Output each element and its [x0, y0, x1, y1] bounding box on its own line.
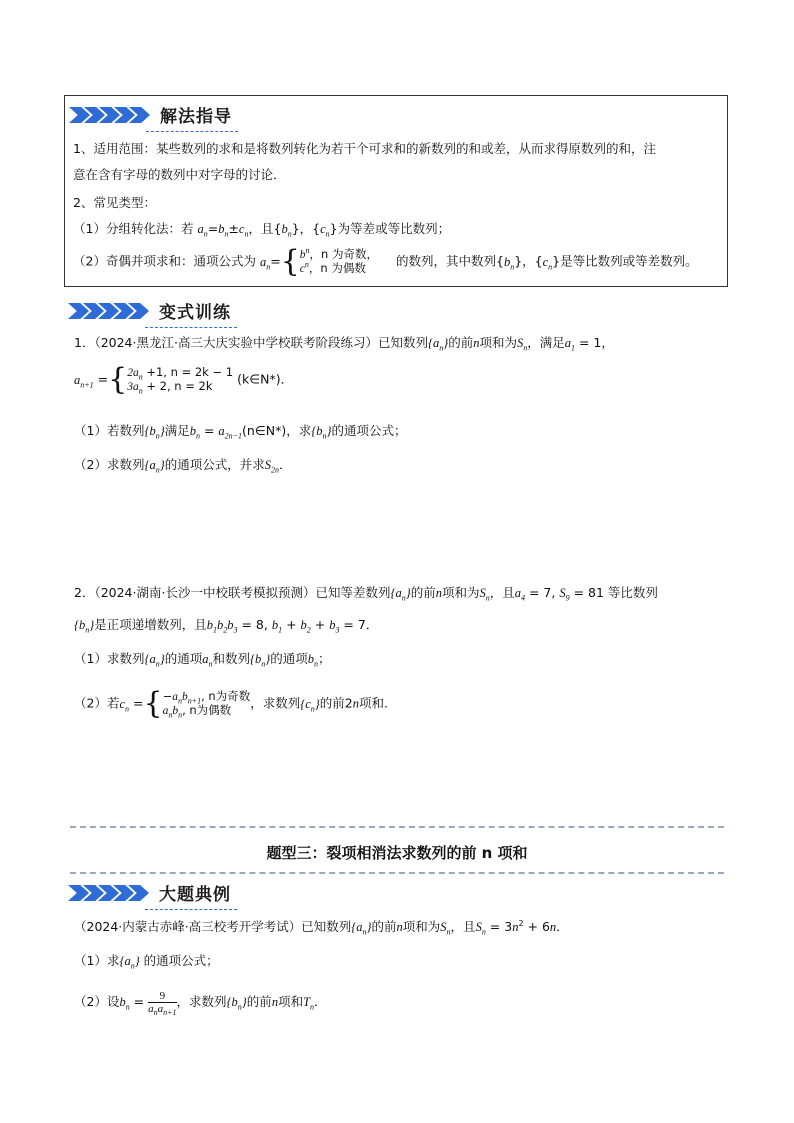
- section-3-title: 题型三：裂项相消法求数列的前 n 项和: [266, 844, 528, 862]
- question-1-part-2: （2）求数列$\{a_n\}$的通项公式，并求$S_{2n}$．: [74, 457, 292, 475]
- guide-banner: [69, 102, 236, 128]
- chevron-arrows-icon: [68, 303, 143, 319]
- question-1-recurrence: $a_{n+1}$ ={ $2a_n +1$, n = 2k − 1 $3a_n + 2$, n = 2k (k∈N*)．: [74, 362, 294, 397]
- guide-paragraph-2: 2、常见类型：: [73, 195, 156, 210]
- guide-paragraph-1a: 1、适用范围：某些数列的求和是将数列转化为若干个可求和的新数列的和或差，从而求得原数列的和，注: [73, 141, 656, 156]
- section-divider-bottom: [70, 872, 724, 874]
- practice-banner-label: 变式训练: [155, 298, 235, 325]
- example-banner-label: 大题典例: [155, 880, 235, 907]
- example-part-2: （2）设$b_n$ = $\frac{9}{a_na_{n+1}}$ ，求数列$\{b_n\}$的前n项和$T_n$．: [74, 990, 327, 1018]
- example-head: （2024·内蒙古赤峰·高三校考开学考试）已知数列$\{a_n\}$的前n项和为$S_n$，且$S_n = 3n^2 + 6n$．: [74, 918, 569, 937]
- practice-banner: [68, 298, 235, 324]
- guide-type-1: （1）分组转化法：若 $a_n=b_n\pm c_n$，且$\{b_n\}$，$\{c_n\}$为等差或等比数列；: [73, 221, 451, 239]
- question-2-head: 2．（2024·湖南·长沙一中校联考模拟预测）已知等差数列$\{a_n\}$的前n项和为$S_n$，且$a_4 = 7$, $S_9 = 81$ 等比数列: [74, 585, 658, 603]
- question-2-line-2: $\{b_n\}$是正项递增数列，且$b_1b_2b_3 = 8$, $b_1 + b_2 + b_3 = 7$．: [74, 617, 379, 635]
- guide-type-2: （2）奇偶并项求和：通项公式为 $a_n=${ $b^n$，n 为奇数， $c^n$，n 为偶数 的数列，其中数列$\{b_n\}$，$\{c_n\}$是等比数列或等差数列。: [73, 244, 698, 279]
- method-guide-box: [64, 95, 728, 287]
- example-banner: [68, 880, 235, 906]
- question-1-head: 1．（2024·黑龙江·高三大庆实验中学校联考阶段练习）已知数列$\{a_n\}$的前n项和为$S_n$，满足$a_1 = 1$，: [74, 335, 614, 353]
- question-1-part-1: （1）若数列$\{b_n\}$满足$b_n$ = $a_{2n-1}(n\in N*)$，求$\{b_n\}$的通项公式；: [74, 423, 407, 441]
- question-2-part-1: （1）求数列$\{a_n\}$的通项$a_n$和数列$\{b_n\}$的通项$b_n$；: [74, 651, 331, 669]
- guide-banner-label: 解法指导: [156, 102, 236, 129]
- example-part-1: （1）求$\{a_n\}$ 的通项公式；: [74, 953, 219, 971]
- question-2-part-2: （2）若$c_n$ ={ $-a_nb_{n+1}$, n为奇数 $a_nb_n$, n为偶数 ，求数列$\{c_n\}$的前2n项和.: [74, 686, 388, 721]
- chevron-arrows-icon: [68, 885, 143, 901]
- section-divider-top: [70, 826, 724, 828]
- guide-paragraph-1b: 意在含有字母的数列中对字母的讨论．: [73, 167, 286, 182]
- fraction: $\frac{9}{a_na_{n+1}}$: [148, 990, 177, 1018]
- chevron-arrows-icon: [69, 107, 144, 123]
